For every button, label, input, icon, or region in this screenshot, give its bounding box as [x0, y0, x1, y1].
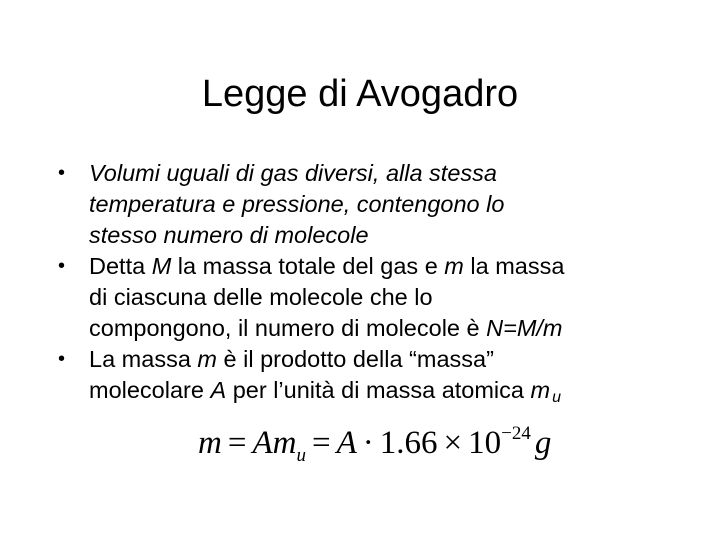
bullet-line: stesso numero di molecole	[89, 222, 369, 248]
formula-subscript: u	[296, 445, 306, 466]
formula	[198, 419, 578, 467]
variable-A: A	[210, 377, 227, 403]
text-run: per l’unità di massa atomica	[226, 377, 531, 403]
bullet-line	[89, 375, 669, 409]
text-run: la massa totale del gas e	[171, 253, 445, 279]
text-run: la massa	[463, 253, 565, 279]
bullet-line	[89, 344, 669, 375]
formula-equals: =	[227, 425, 247, 461]
bullet-line	[89, 251, 669, 282]
formula-lhs: m	[198, 425, 222, 461]
bullet-marker: •	[58, 162, 66, 184]
inline-formula: N=M/m	[486, 315, 563, 341]
variable-mu: m	[530, 377, 551, 403]
bullet-list	[0, 158, 720, 409]
subscript-u: u	[552, 389, 561, 406]
formula-dot: ·	[362, 425, 374, 461]
formula-A: A	[336, 425, 357, 461]
bullet-line	[89, 313, 669, 344]
text-run: Detta	[89, 253, 152, 279]
slide-title: Legge di Avogadro	[201, 73, 519, 115]
bullet-marker: •	[58, 255, 66, 277]
formula-A: A	[252, 425, 273, 461]
formula-base: 10	[468, 425, 502, 461]
bullet-line: Volumi uguali di gas diversi, alla stessa	[89, 160, 497, 186]
variable-M: M	[151, 253, 172, 279]
formula-equals: =	[311, 425, 331, 461]
bullet-marker: •	[58, 348, 66, 370]
formula-times: ×	[443, 425, 463, 461]
text-run: è il prodotto della “massa”	[217, 346, 494, 372]
bullet-line: di ciascuna delle molecole che lo	[89, 284, 433, 310]
bullet-item	[0, 251, 669, 344]
variable-m: m	[197, 346, 217, 372]
formula-unit: g	[534, 425, 552, 461]
bullet-item	[0, 158, 669, 251]
formula-exponent: −24	[501, 423, 531, 444]
formula-coefficient: 1.66	[379, 425, 438, 461]
variable-m: m	[444, 253, 464, 279]
text-run: La massa	[89, 346, 198, 372]
bullet-line: temperatura e pressione, contengono lo	[89, 191, 505, 217]
formula-m: m	[272, 425, 297, 461]
bullet-item	[0, 344, 669, 409]
text-run: compongono, il numero di molecole è	[89, 315, 487, 341]
text-run: molecolare	[89, 377, 211, 403]
